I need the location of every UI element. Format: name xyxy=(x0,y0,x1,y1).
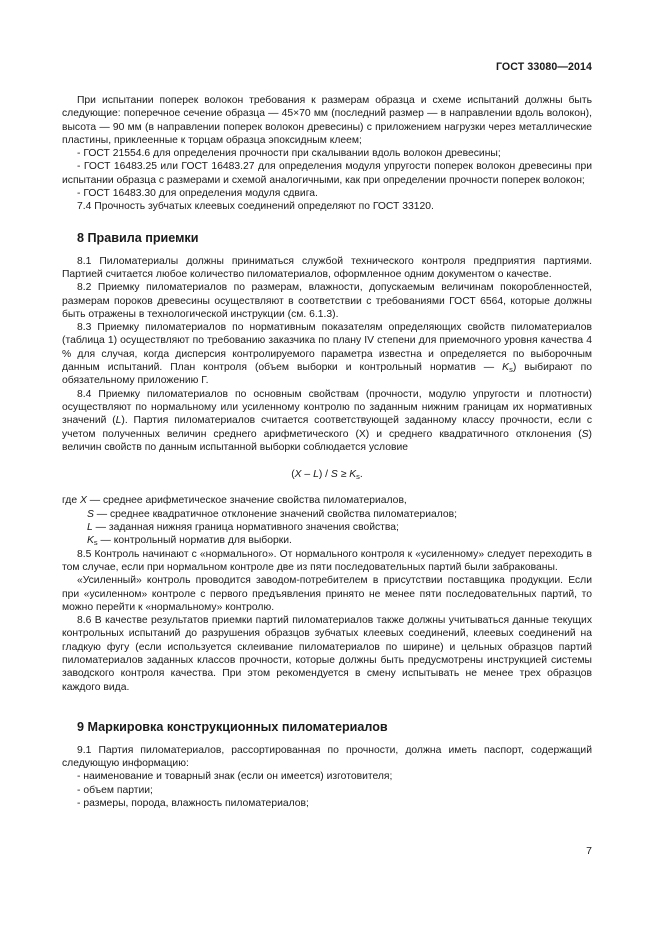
definition-k xyxy=(62,534,592,547)
list-item: - объем партии; xyxy=(77,784,153,796)
paragraph-8-2: 8.2 Приемку пиломатериалов по размерам, влажности, допускаемым величинам покоробленностей, размерам пороков древесины осуществляют в соответствии с требованиями ГОСТ 6564, которые должны быть отражены в технологической инструкции (см. 6.1.3). xyxy=(62,282,592,320)
definition-x xyxy=(62,494,592,507)
paragraph-8-3 xyxy=(62,321,592,387)
text-span: — среднее арифметическое значение свойства пиломатериалов, xyxy=(86,495,407,507)
formula-part: – xyxy=(301,469,314,481)
symbol-x: X xyxy=(79,495,87,507)
subscript: s xyxy=(356,472,360,482)
paragraph-9-1: 9.1 Партия пиломатериалов, рассортированная по прочности, должна иметь паспорт, содержащий следующую информацию: xyxy=(62,744,592,770)
text-span: — заданная нижняя граница нормативного значения свойства; xyxy=(92,522,399,534)
formula-var-x: X xyxy=(294,469,302,481)
text-span: — среднее квадратичное отклонение значений свойства пиломатериалов; xyxy=(93,508,458,520)
list-item: - ГОСТ 16483.25 или ГОСТ 16483.27 для определения модуля упругости поперек волокон древесины при испытании образца с размерами и схемой аналогичными, как при определении прочности поперек волокон; xyxy=(62,161,592,186)
subscript: s xyxy=(93,538,98,548)
formula-var-k: K xyxy=(349,469,357,481)
paragraph-test-requirements: При испытании поперек волокон требования к размерам образца и схеме испытаний должны быть следующие: поперечное сечение образца — 45×70 мм (последний размер — в направлении вдоль волокон), высота — 90 мм (в направлении поперек волокон древесины) с приложением нагрузки через металлические пластины, приклеенные к торцам образца эпоксидным клеем; xyxy=(62,95,592,146)
paragraph-8-5-enhanced: «Усиленный» контроль проводится заводом-потребителем в присутствии поставщика продукции. Если при «усиленном» контроле с первого предъявления принято не менее пяти последовательных партий, то можно перейти к «нормальному» контролю. xyxy=(62,575,592,613)
formula-part: ) / xyxy=(318,469,331,481)
text-span: ) величин свойств по данным испытанной выборки соблюдается условие xyxy=(62,428,592,453)
paragraph-8-6: 8.6 В качестве результатов приемки партий пиломатериалов также должны учитываться данные текущих контрольных испытаний до разрушения образцов зубчатых клеевых соединений, клеевых соединений на гладкую фугу (если используется склеивание пиломатериалов по ширине) и цельных образцов партий пиломатериалов заданных классов прочности, которые должны быть предусмотрены инструкцией системы заводского контроля качества. При этом рекомендуется в смену испытывать не менее трех образцов каждого вида. xyxy=(62,615,592,693)
symbol-s: S xyxy=(87,508,94,520)
text-span: где xyxy=(62,495,80,507)
text-span: ) выбирают по обязательному приложению Г. xyxy=(62,362,593,387)
definition-l xyxy=(62,521,592,534)
symbol-k: K xyxy=(502,362,510,374)
acceptance-formula xyxy=(62,468,592,481)
section-heading-8: 8 Правила приемки xyxy=(77,230,199,245)
formula-part: ≥ xyxy=(337,469,350,481)
page-number: 7 xyxy=(586,845,592,857)
list-item: - наименование и товарный знак (если он имеется) изготовителя; xyxy=(77,771,393,783)
paragraph-8-4 xyxy=(62,388,592,454)
symbol-k: K xyxy=(87,535,94,547)
text-span: 8.3 Приемку пиломатериалов по нормативным показателям определяющих свойств пиломатериалов (таблица 1) осуществляют по требованию заказчика по плану IV степени для приемочного уровня качества 4 % для случая, когда дисперсия контролируемого параметра известна и определяется по выборочным данным испытаний. План контроля (объем выборки и контрольный норматив — xyxy=(62,322,592,374)
symbol-s: S xyxy=(581,428,589,440)
list-item: - ГОСТ 16483.30 для определения модуля сдвига. xyxy=(77,188,318,200)
page-content xyxy=(62,94,592,810)
text-span: 8.4 Приемку пиломатериалов по основным свойствам (прочности, модулю упругости и плотности) осуществляют по нормальному или усиленному контролю по заданным нижним границам их нормативных значений ( xyxy=(62,388,592,427)
list-item: - размеры, порода, влажность пиломатериалов; xyxy=(77,798,309,810)
paragraph-7-4: 7.4 Прочность зубчатых клеевых соединений определяют по ГОСТ 33120. xyxy=(77,201,434,213)
text-span: — контрольный норматив для выборки. xyxy=(97,535,292,547)
section-heading-9: 9 Маркировка конструкционных пиломатериалов xyxy=(77,719,388,734)
symbol-l: L xyxy=(87,522,93,534)
formula-var-s: S xyxy=(330,469,338,481)
symbol-l: L xyxy=(115,415,122,427)
list-item: - ГОСТ 21554.6 для определения прочности при скалывании вдоль волокон древесины; xyxy=(77,148,501,160)
text-span: ). Партия пиломатериалов считается соответствующей заданному классу прочности, если с учетом полученных величин среднего арифметического (X) и среднего квадратичного отклонения ( xyxy=(62,415,592,440)
standard-header: ГОСТ 33080—2014 xyxy=(495,61,592,73)
paragraph-8-1: 8.1 Пиломатериалы должны приниматься службой технического контроля предприятия партиями. Партией считается любое количество пиломатериалов, оформленное одним документом о качестве. xyxy=(62,255,592,280)
formula-var-l: L xyxy=(313,469,319,481)
definition-s xyxy=(62,508,592,521)
formula-part: . xyxy=(359,469,363,481)
formula-part: ( xyxy=(291,469,295,481)
paragraph-8-5: 8.5 Контроль начинают с «нормального». От нормального контроля к «усиленному» следует переходить в том случае, если при нормальном контроле две из пяти последовательных партий были забракованы. xyxy=(62,548,592,573)
subscript: s xyxy=(509,365,513,375)
